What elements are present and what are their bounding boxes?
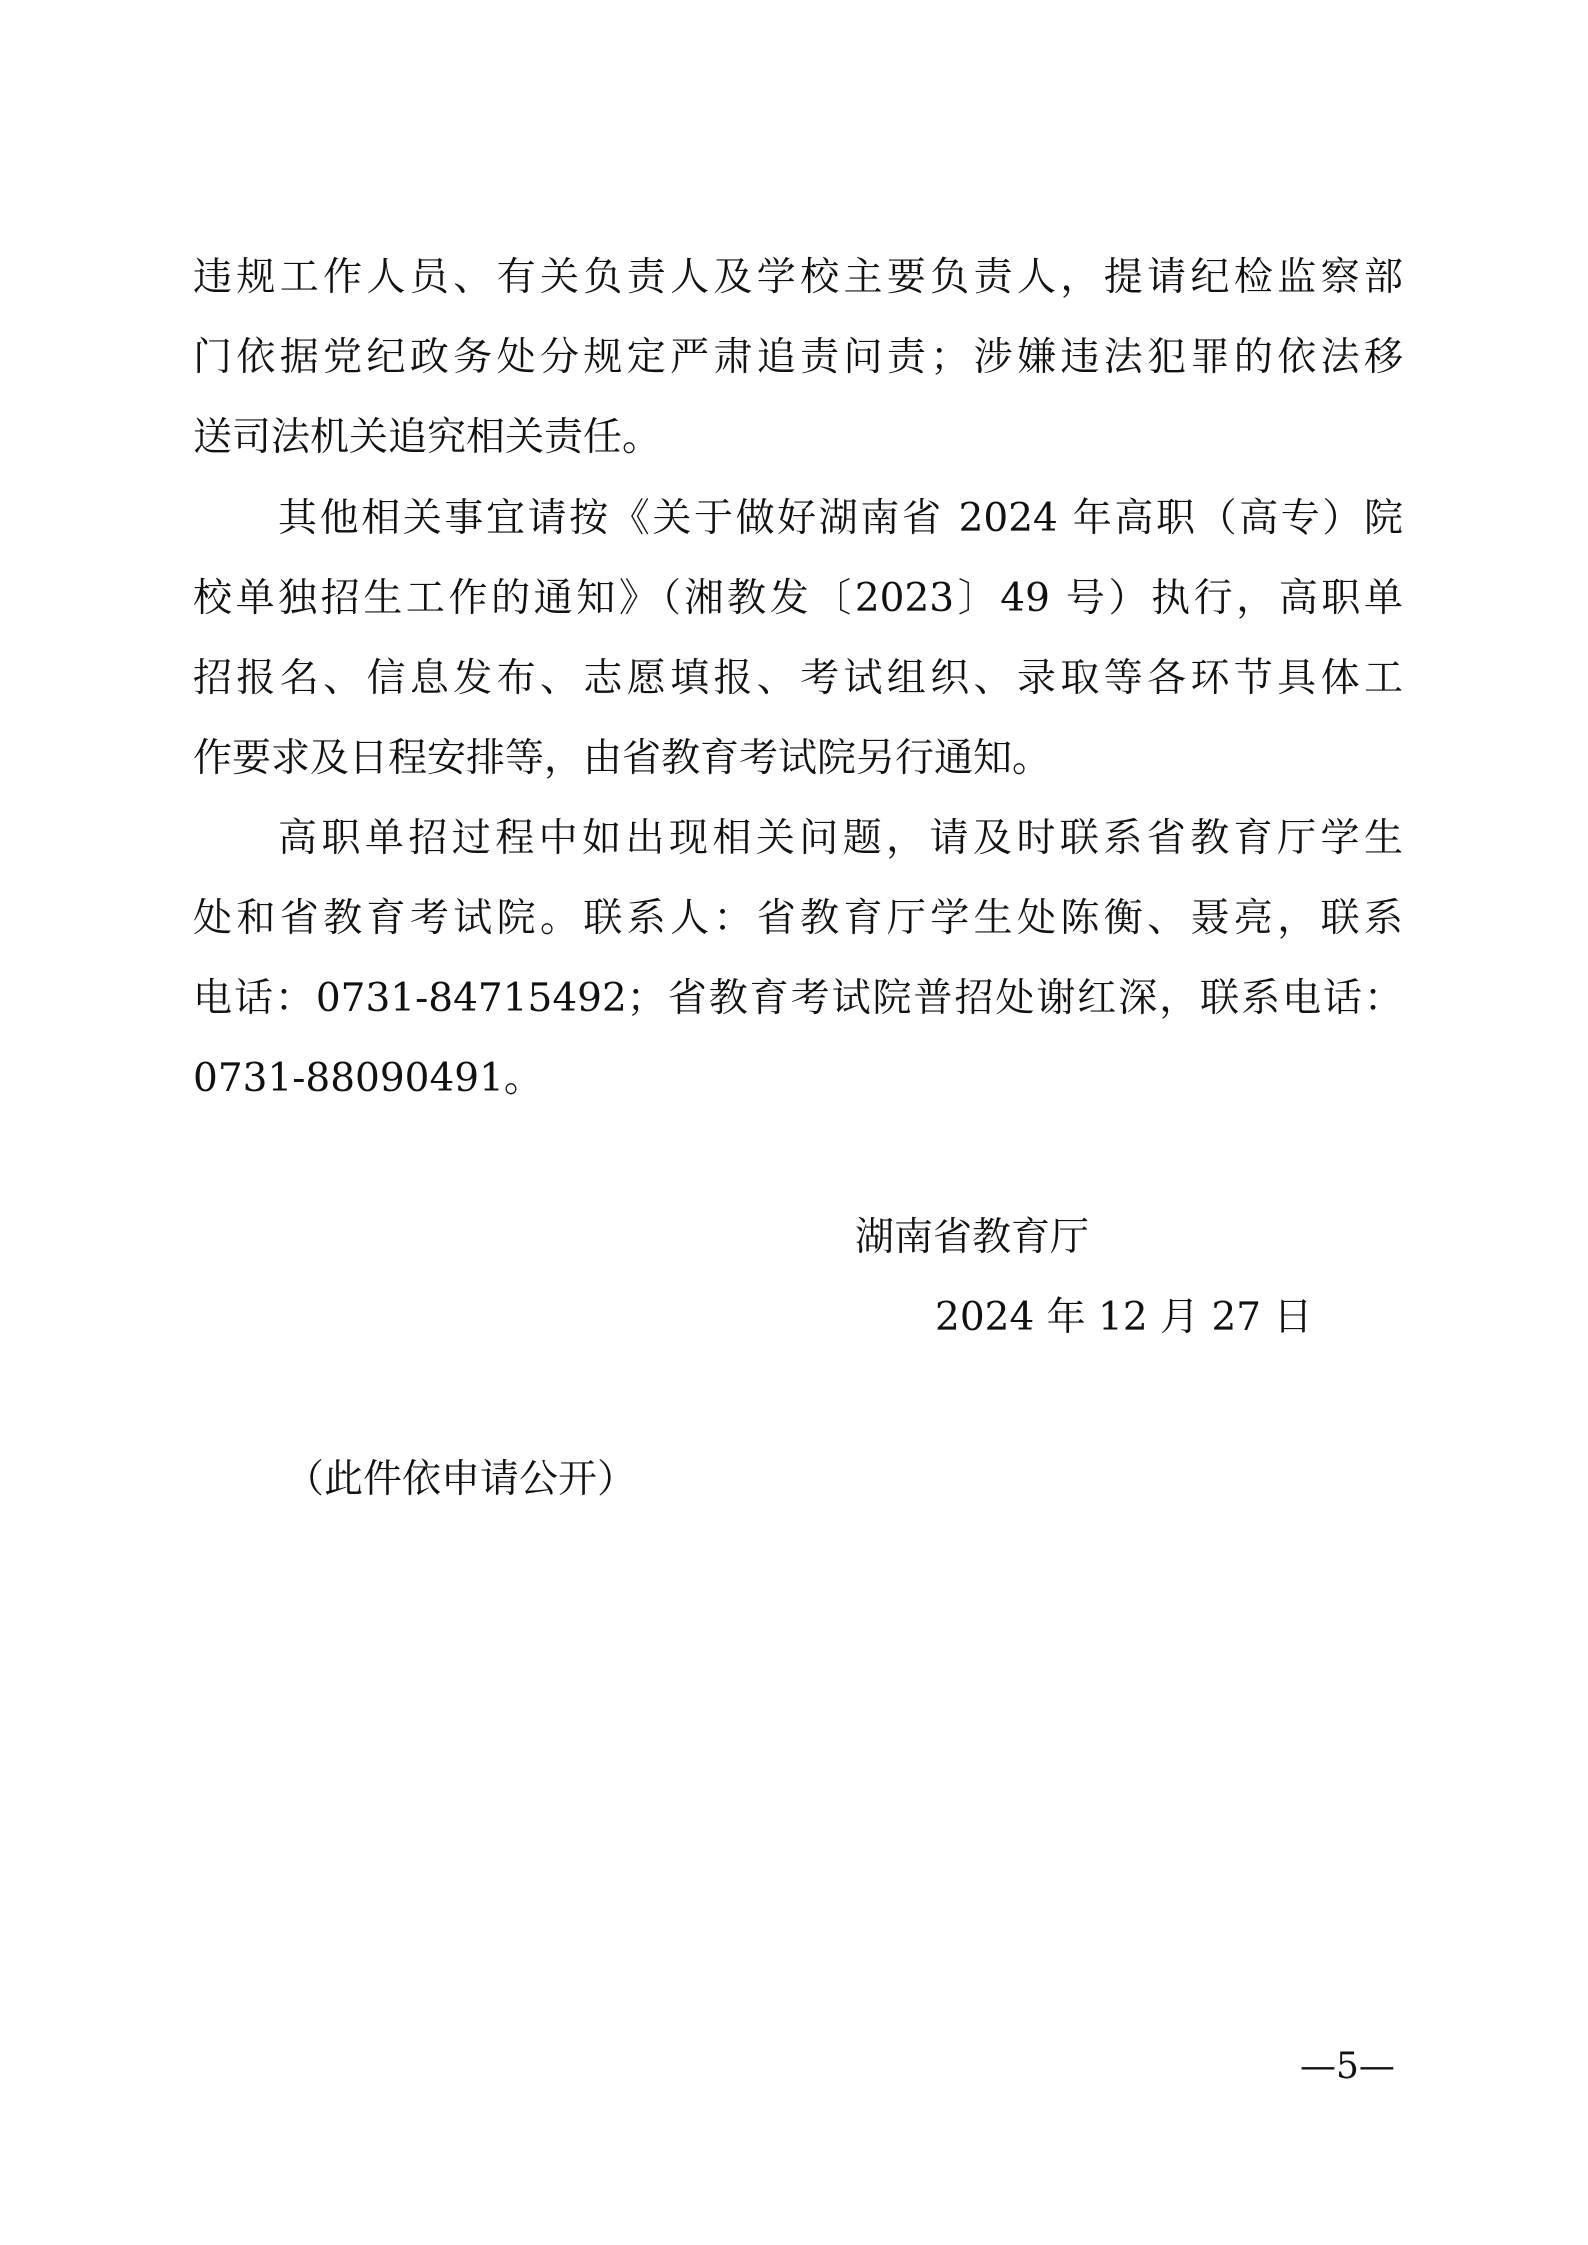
page-number: —5— [1300,2046,1395,2087]
signature-organization: 湖南省教育厅 [855,1215,1090,1260]
paragraph-2-line-3: 招报名、信息发布、志愿填报、考试组织、录取等各环节具体工 [193,656,1403,701]
paragraph-1-line-2: 门依据党纪政务处分规定严肃追责问责；涉嫌违法犯罪的依法移 [193,335,1403,380]
signature-date: 2024 年 12 月 27 日 [935,1295,1313,1340]
paragraph-2-line-1: 其他相关事宜请按《关于做好湖南省 2024 年高职（高专）院 [278,496,1403,541]
paragraph-1-line-1: 违规工作人员、有关负责人及学校主要负责人，提请纪检监察部 [193,255,1403,300]
paragraph-3-line-2: 处和省教育考试院。联系人：省教育厅学生处陈衡、聂亮，联系 [193,896,1403,941]
paragraph-2-line-4: 作要求及日程安排等，由省教育考试院另行通知。 [193,736,1052,781]
paragraph-1-line-3: 送司法机关追究相关责任。 [193,415,662,460]
paragraph-3-line-1: 高职单招过程中如出现相关问题，请及时联系省教育厅学生 [278,816,1403,861]
paragraph-3-line-4: 0731-88090491。 [193,1056,543,1101]
paragraph-3-line-3: 电话：0731-84715492；省教育考试院普招处谢红深，联系电话： [193,976,1403,1021]
public-disclosure-note: （此件依申请公开） [285,1457,637,1502]
paragraph-2-line-2: 校单独招生工作的通知》（湘教发〔2023〕49 号）执行，高职单 [193,576,1403,621]
